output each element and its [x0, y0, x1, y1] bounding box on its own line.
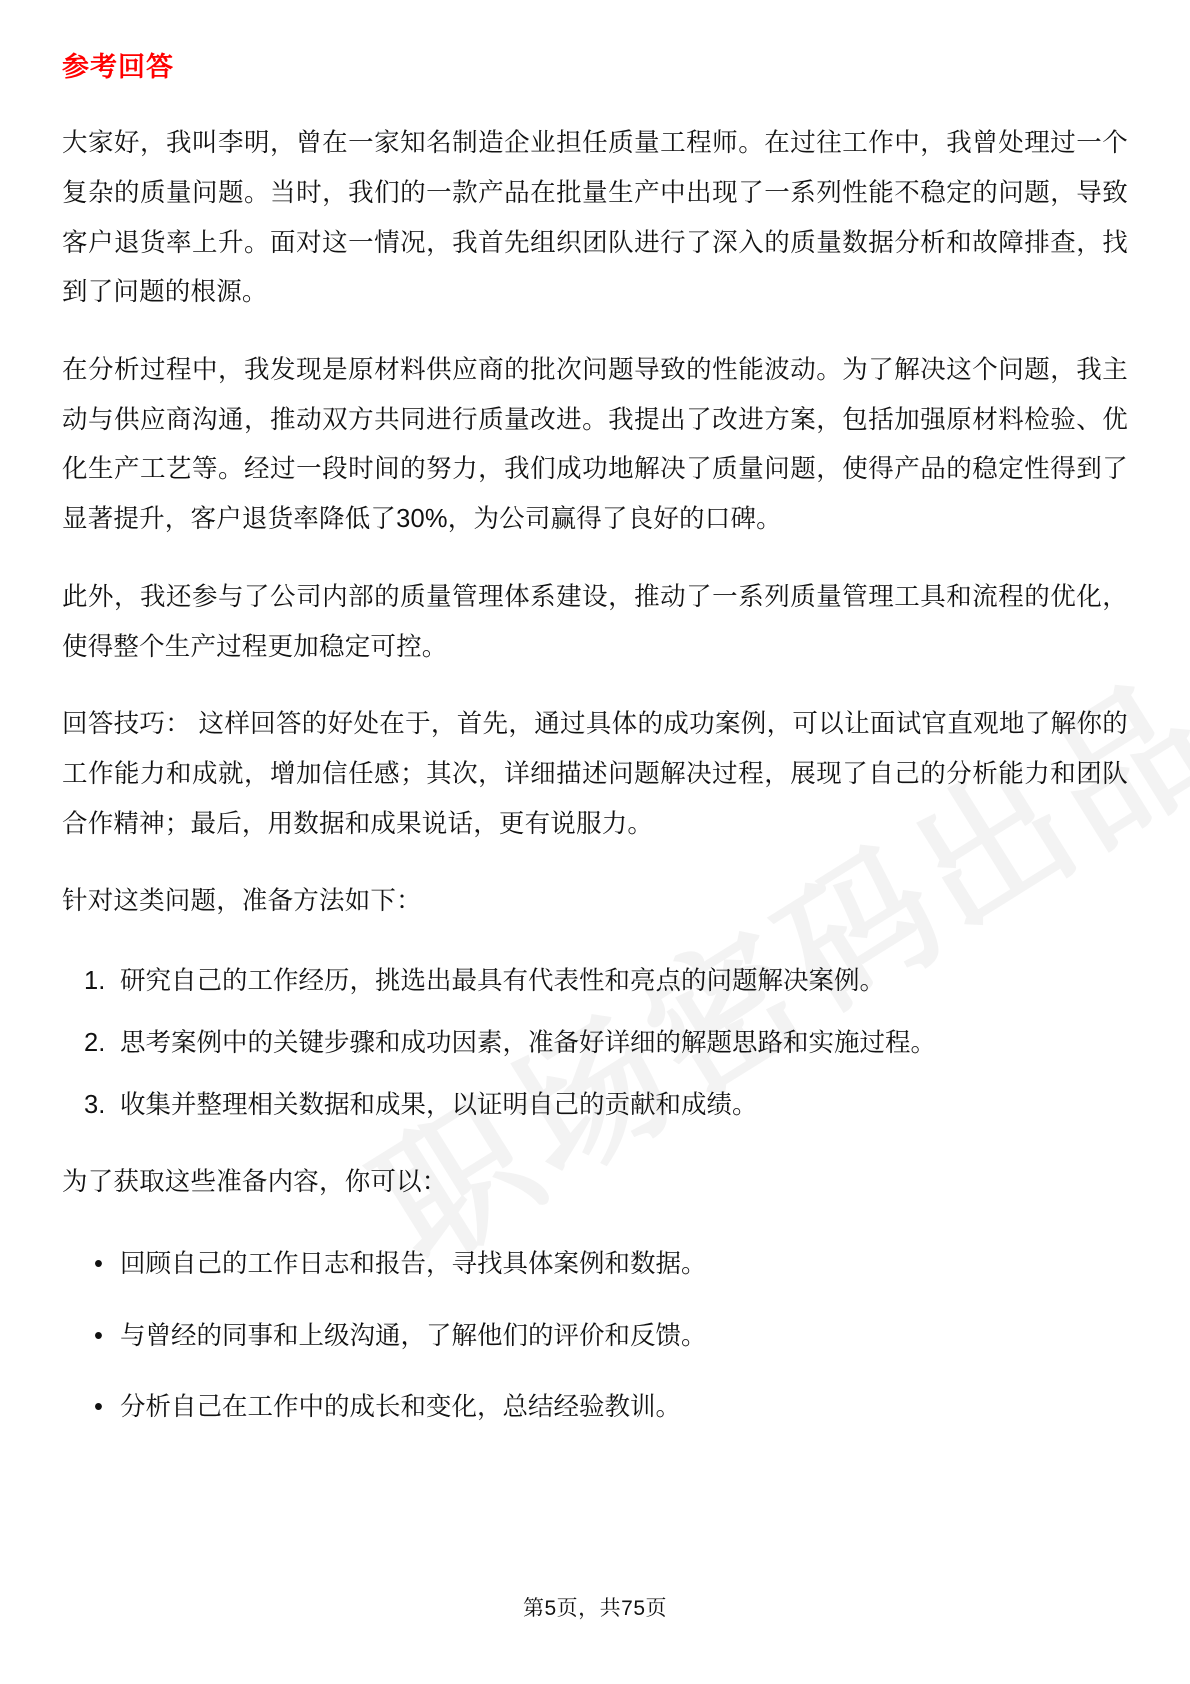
paragraph-additional: 此外，我还参与了公司内部的质量管理体系建设，推动了一系列质量管理工具和流程的优化，使得整个生产过程更加稳定可控。: [62, 582, 1128, 661]
page-footer: 第5页，共75页: [522, 1597, 668, 1620]
list-item: • 回顾自己的工作日志和报告，寻找具体案例和数据。: [62, 1240, 1128, 1290]
list-item: 思考案例中的关键步骤和成功因素，准备好详细的解题思路和实施过程。: [120, 1028, 937, 1057]
paragraph-intro: 大家好，我叫李明，曾在一家知名制造企业担任质量工程师。在过往工作中，我曾处理过一个复杂的质量问题。当时，我们的一款产品在批量生产中出现了一系列性能不稳定的问题，导致客户退货率上升。面对这一情况，我首先组织团队进行了深入的质量数据分析和故障排查，找到了问题的根源。: [62, 129, 1128, 307]
list-item: 收集并整理相关数据和成果，以证明自己的贡献和成绩。: [120, 1090, 758, 1119]
list-item: 研究自己的工作经历，挑选出最具有代表性和亮点的问题解决案例。: [120, 967, 886, 996]
paragraph-preparation-intro: 针对这类问题，准备方法如下：: [62, 887, 422, 916]
paragraph-analysis: 在分析过程中，我发现是原材料供应商的批次问题导致的性能波动。为了解决这个问题，我主动与供应商沟通，推动双方共同进行质量改进。我提出了改进方案，包括加强原材料检验、优化生产工艺等。经过一段时间的努力，我们成功地解决了质量问题，使得产品的稳定性得到了显著提升，客户退货率降低了30%，为公司赢得了良好的口碑。: [62, 355, 1128, 534]
list-item: • 与曾经的同事和上级沟通，了解他们的评价和反馈。: [62, 1312, 1128, 1362]
resources-bullet-list: [62, 1240, 1128, 1433]
paragraph-lead-in: 为了获取这些准备内容，你可以：: [62, 1168, 448, 1197]
preparation-steps-list: [62, 957, 1128, 1130]
list-item: • 分析自己在工作中的成长和变化，总结经验教训。: [62, 1383, 1128, 1433]
paragraph-answer-tips: 回答技巧： 这样回答的好处在于，首先，通过具体的成功案例，可以让面试官直观地了解你的工作能力和成就，增加信任感；其次，详细描述问题解决过程，展现了自己的分析能力和团队合作精神；最后，用数据和成果说话，更有说服力。: [62, 710, 1128, 838]
page-title: 参考回答: [62, 52, 174, 82]
